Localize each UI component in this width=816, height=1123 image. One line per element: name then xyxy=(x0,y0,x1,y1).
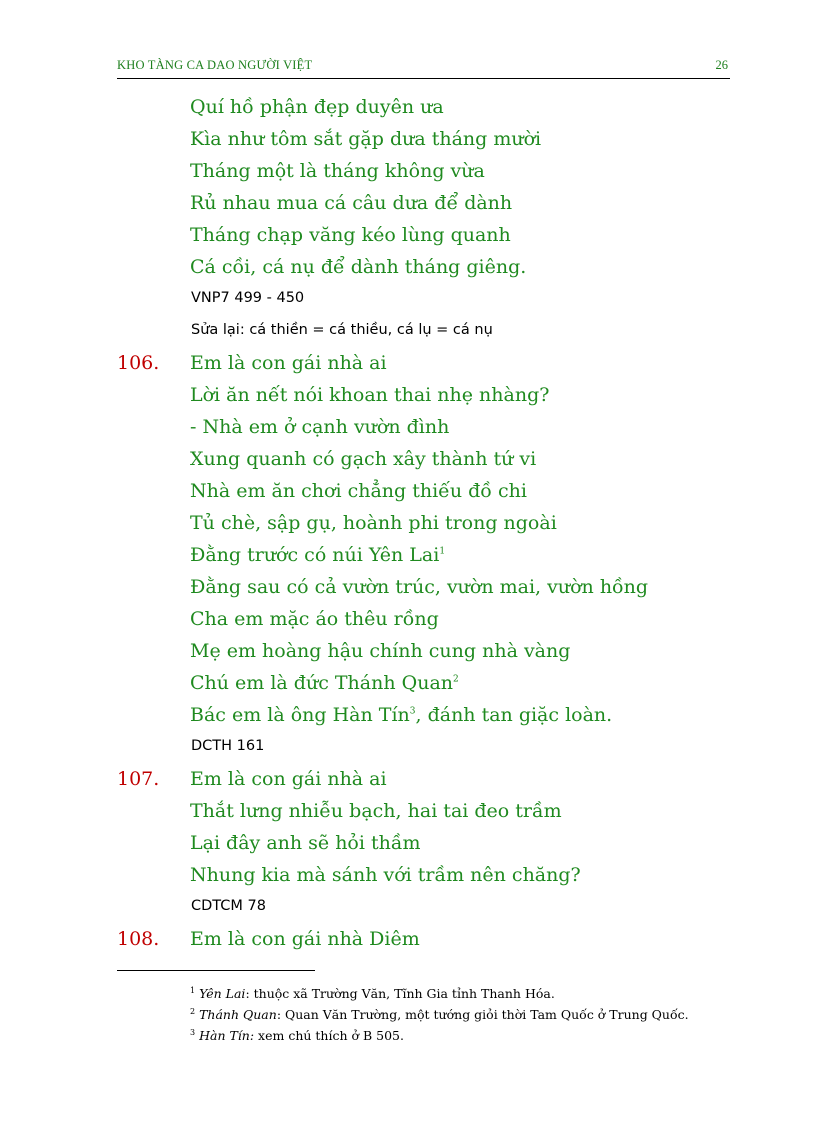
verse-line: Nhà em ăn chơi chẳng thiếu đồ chi xyxy=(190,480,527,502)
footnote xyxy=(190,1007,689,1022)
footnote-ref: 1 xyxy=(439,546,446,557)
verse-line: Thắt lưng nhiễu bạch, hai tai đeo trầm xyxy=(190,800,562,822)
book-title: KHO TÀNG CA DAO NGƯỜI VIỆT xyxy=(117,58,313,72)
footnote-term: Yên Lai xyxy=(199,986,246,1001)
footnote-mark: 2 xyxy=(190,1006,196,1016)
page-number: 26 xyxy=(715,58,728,72)
poem-number: 106. xyxy=(117,352,160,374)
poem-number: 108. xyxy=(117,928,160,950)
verse-line: Mẹ em hoàng hậu chính cung nhà vàng xyxy=(190,640,571,662)
verse-line: Lời ăn nết nói khoan thai nhẹ nhàng? xyxy=(190,384,550,406)
footnote xyxy=(190,1028,404,1043)
verse-line: Xung quanh có gạch xây thành tứ vi xyxy=(190,448,537,470)
running-header xyxy=(117,56,730,79)
verse-text: Bác em là ông Hàn Tín xyxy=(190,704,410,726)
footnote-divider xyxy=(117,970,315,971)
verse-line: Cá cồi, cá nụ để dành tháng giêng. xyxy=(190,256,527,278)
verse-line: Kìa như tôm sắt gặp dưa tháng mười xyxy=(190,128,542,150)
verse-line: Lại đây anh sẽ hỏi thầm xyxy=(190,832,421,854)
verse-line xyxy=(190,544,445,566)
source-citation: DCTH 161 xyxy=(191,738,265,754)
verse-text: Chú em là đức Thánh Quan xyxy=(190,672,454,694)
verse-line: Tháng một là tháng không vừa xyxy=(190,160,485,182)
verse-text: , đánh tan giặc loàn. xyxy=(415,704,613,726)
verse-line: Tháng chạp văng kéo lùng quanh xyxy=(190,224,511,246)
verse-line xyxy=(190,704,612,726)
footnote-term: Thánh Quan xyxy=(199,1007,277,1022)
footnote-term: Hàn Tín: xyxy=(199,1028,255,1043)
verse-line: Nhung kia mà sánh với trầm nên chăng? xyxy=(190,864,581,886)
footnote-mark: 1 xyxy=(190,985,196,995)
verse-line: Em là con gái nhà ai xyxy=(190,352,387,374)
source-citation: VNP7 499 - 450 xyxy=(191,290,305,306)
source-citation: CDTCM 78 xyxy=(191,898,266,914)
editor-note: Sửa lại: cá thiền = cá thiều, cá lụ = cá nụ xyxy=(191,322,493,338)
footnote-text: xem chú thích ở B 505. xyxy=(254,1028,404,1043)
poem-number: 107. xyxy=(117,768,160,790)
footnote-ref: 2 xyxy=(453,674,459,685)
verse-line: Em là con gái nhà ai xyxy=(190,768,387,790)
verse-line: Rủ nhau mua cá câu dưa để dành xyxy=(190,192,513,214)
verse-text: Đằng trước có núi Yên Lai xyxy=(190,544,440,566)
verse-line: Em là con gái nhà Diêm xyxy=(190,928,420,950)
verse-line: Tủ chè, sập gụ, hoành phi trong ngoài xyxy=(190,512,557,534)
verse-line: Đằng sau có cả vườn trúc, vườn mai, vườn hồng xyxy=(190,576,649,598)
verse-line: Cha em mặc áo thêu rồng xyxy=(190,608,439,630)
verse-line: Quí hồ phận đẹp duyên ưa xyxy=(190,96,444,118)
footnote xyxy=(190,986,555,1001)
footnote-text: : Quan Văn Trường, một tướng giỏi thời Tam Quốc ở Trung Quốc. xyxy=(276,1007,689,1022)
footnote-mark: 3 xyxy=(190,1027,196,1037)
verse-line: - Nhà em ở cạnh vườn đình xyxy=(190,416,450,438)
footnote-text: : thuộc xã Trường Văn, Tĩnh Gia tỉnh Thanh Hóa. xyxy=(245,986,555,1001)
verse-line xyxy=(190,672,459,694)
footnote-ref: 3 xyxy=(409,706,416,717)
